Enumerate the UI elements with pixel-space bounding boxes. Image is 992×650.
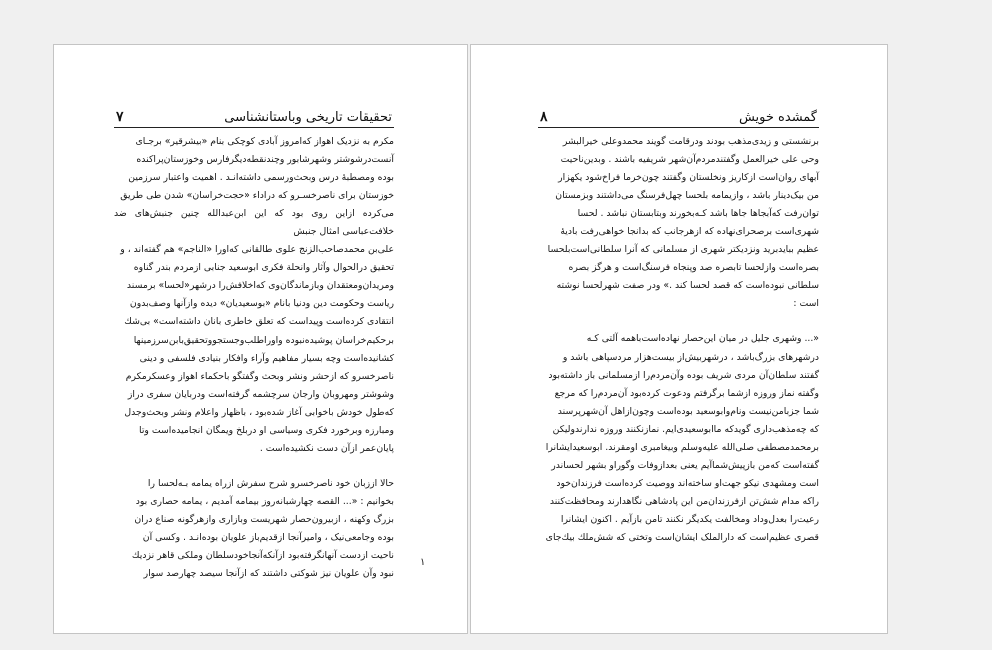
page-number: ۷ (116, 109, 124, 125)
paragraph-gap (114, 458, 394, 475)
paragraph: برنشستی و زیدی‌مذهب بودند ودرقامت گویند محمدوعلی خیرالبشر وحی علی خیرالعمل وگفتند‌مردم‌آن‌شهر شریفیه باشند . وبدین‌ناحیت آبهای روان‌است ازکاریز ونخلستان وگفتند چون‌خرما فراخ‌شود یکهزار من بیک‌دینار باشد ، وازیمامه بلحسا چهل‌فرسنگ می‌داشتند وبزمستان توان‌رفت که‌آبجاها جاها باشد کـه‌بخورند وبتابستان نباشد . لحسا شهری‌است برصحرای‌نهاده که ازهرجانب که بدانجا خواهی‌رفت بادیهٔ عظیم ببایدبرید ونزدیکتر شهری از مسلمانی که آنرا سلطانی‌است‌بلحسا بصره‌است وازلحسا تابصره صد وپنجاه فرسنگ‌است و هرگز بصره سلطانی نبوده‌است که قصد لحسا کند .» ودر صفت شهرلحسا نوشته است : (547, 136, 819, 310)
paragraph-gap (538, 313, 819, 330)
page-right (470, 44, 888, 634)
running-header (538, 107, 819, 128)
paragraph: مکرم به نزدیک اهواز که‌امروز آبادی کوچکی بنام «بیشرقیر» برجـای آنست‌درشوشتر وشهرشابور وچندنقطه‌دیگرفارس وخوزستان‌پراکنده بوده ومصطبهٔ درس وبحث‌ورسمی داشته‌انـد . اهمیت واعتبار سرزمین خوزستان برای ناصرخسـرو که دراداء «حجت‌خراسان» شدن طی طریق می‌کرده ازاین روی بود که این ابن‌عبدالله چنین جنبش‌های ضد خلافت‌عباسی امثال جنبش علی‌بن محمدصاحب‌الزنج علوی طالقانی که‌اورا «الناجم» هم گفته‌اند ، و تحقیق درالحوال وآثار وانحلة فکری ابوسعید جنابی ازمردم بندر گناوه ومریدان‌ومعتقدان وبازماندگان‌وی که‌اخلافش‌را درشهر«لحسا» برمسند ریاست وحکومت دین ودنیا بانام «بوسعیدیان» دیده وازآنها وصف‌بدون انتقادی کرده‌است وپیداست که تعلق خاطری بانان داشته‌است» بی‌شك برحکیم‌خراسان پوشیده‌نبوده واوراطلب‌وجستجو‌وتحقیق‌بابن‌سرزمینها کشانیده‌است وچه بسیار مفاهیم وآراء وافکار بنیادی فلسفی و دینی ناصرخسرو که ازحشر ونشر وبحث وگفتگو باحکماء اهواز وعسکرمکرم وشوشتر ومهروبان وارجان سرچشمه گرفته‌است ودربایان سفری دراز که‌طول خودش باخوابی آغاز شده‌بود ، باظهار واعلام ونشر وبحث‌وجدل ومبارزه وبرخورد فکری وسیاسی او دربلخ ویمگان انجامیده‌است وتا پایان‌عمر ازآن دست نکشیده‌است . (114, 136, 394, 454)
signature-mark: ۱ (420, 557, 426, 568)
page-number: ۸ (540, 109, 548, 125)
page-text (538, 133, 819, 547)
running-title: تحقیقات تاریخی وباستانشناسی (224, 110, 392, 125)
running-header (114, 107, 394, 128)
paragraph: «... وشهری جلیل در میان این‌حصار نهاده‌است‌باهمه آلتی کـه درشهرهای بزرگ‌باشد ، درشهربیش‌از بیست‌هزار مردسپاهی باشد و گفتند سلطان‌آن مردی شریف بوده وآن‌مردم‌را ازمسلمانی باز داشته‌بود وگفته نماز وروزه ازشما برگرفتم ودعوت کرده‌بود آن‌مردم‌را که مرجع شما جزبامن‌نیست ونام‌وابوسعید بوده‌است وچون‌ازاهل آن‌شهرپرسند که چه‌مذهب‌داری گویدکه ماابوسعیدی‌ایم. نمازنکنند وروزه ندارندولیکن برمحمدمصطفی صلی‌الله علیه‌وسلم وبیغامبری اومقرند. ابوسعیدایشانرا گفته‌است که‌من بازپیش‌شما‌آیم یعنی بعدازوفات وگوراو بشهر لحساندر است ومشهدی نیکو جهت‌او ساخته‌اند ووصیت کرده‌است فرزندان‌خود راکه مدام شش‌تن ازفرزندان‌من این پادشاهی نگاهدارند ومحافظت‌کنند رعیت‌را بعدل‌وداد ومخالفت یکدیگر نکنند تامن بازآیم . اکنون ایشانرا قصری عظیم‌است که دارالملک ایشان‌است وتختی که شش‌ملك بیك‌جای (545, 333, 819, 543)
paragraph: حالا اززبان خود ناصرخسرو شرح سفرش ازراه یمامه بـه‌لحسا را بخوانیم : «... القصه چهارشبانه‌روز بیمامه آمدیم ، یمامه حصاری بود بزرگ وکهنه ، ازبیرون‌حصار شهریست وبازاری وازهرگونه صناع دران بوده وجامعی‌نیک ، وامیرآنجا ازقدیم‌باز علویان بوده‌انـد . وکسی آن ناحیت ازدست آنهانگرفته‌بود ازآنکه‌آنجاخودسلطان وملکی قاهر نزدیك نبود وآن علویان نیز شوکتی داشتند که ازآنجا سیصد چهارصد سوار (131, 477, 394, 580)
page-left (53, 44, 468, 634)
page-text (114, 133, 394, 583)
running-title: گمشده خویش (738, 110, 817, 125)
